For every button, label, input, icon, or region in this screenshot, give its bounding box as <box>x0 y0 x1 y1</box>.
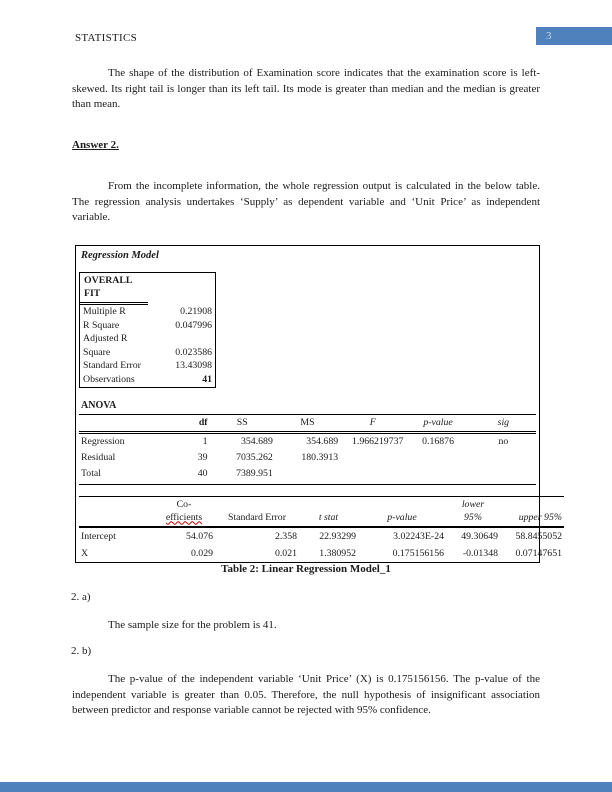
table-title: Regression Model <box>81 250 159 261</box>
item-2a-label: 2. a) <box>71 591 91 603</box>
stat-value: 41 <box>202 373 212 385</box>
column-header-blank <box>79 414 144 433</box>
column-header-ss: SS <box>210 414 275 433</box>
item-2a-text: The sample size for the problem is 41. <box>108 619 277 631</box>
paragraph-distribution-shape: The shape of the distribution of Examination score indicates that the examination score is left-skewed. Its right tail is longer than its left tail. Its mode is greater than median and the median is greater than mean. <box>72 67 540 111</box>
column-header-coefficients: Co- efficients <box>153 497 215 528</box>
stat-label: R Square <box>83 319 120 331</box>
stat-label: Adjusted R Square <box>83 333 128 358</box>
column-header-pvalue: p-value <box>358 497 446 528</box>
cell-pvalue: 0.16876 <box>422 436 454 448</box>
table-row <box>80 305 215 319</box>
anova-section-label: ANOVA <box>79 398 536 415</box>
column-header-standard-error: Standard Error <box>215 497 299 528</box>
cell-sig: no <box>498 436 509 448</box>
page-number-badge <box>536 27 612 45</box>
cell-standard-error: 2.358 <box>274 530 297 542</box>
cell-pvalue: 3.02243E-24 <box>393 530 444 542</box>
anova-section-row <box>79 398 536 415</box>
anova-header-row <box>79 414 536 433</box>
table-row-regression <box>79 433 536 451</box>
misspelled-word: efficients <box>165 511 203 523</box>
anova-table <box>79 398 536 486</box>
cell-ss: 7035.262 <box>236 452 273 464</box>
overall-fit-header: OVERALL FIT <box>80 273 148 305</box>
column-header-ms: MS <box>275 414 340 433</box>
paragraph-regression-intro: From the incomplete information, the whole regression output is calculated in the below table. The regression analysis undertakes ‘Supply’ as dependent variable and ‘Unit Price’ as independent variable. <box>72 180 540 224</box>
stat-value: 0.047996 <box>175 319 212 331</box>
page-number: 3 <box>546 30 552 42</box>
cell-tstat: 22.93299 <box>319 530 356 542</box>
table-row <box>80 332 215 359</box>
table-caption: Table 2: Linear Regression Model_1 <box>221 563 391 575</box>
stat-value: 0.21908 <box>180 306 212 317</box>
table-row-intercept <box>79 527 564 545</box>
cell-df: 39 <box>197 452 208 464</box>
cell-ss: 7389.951 <box>210 466 275 485</box>
column-header-pvalue: p-value <box>405 414 470 433</box>
column-header-f: F <box>340 414 405 433</box>
running-header-title: STATISTICS <box>75 32 138 44</box>
overall-fit-box <box>79 272 216 388</box>
stat-label: Observations <box>83 373 135 385</box>
coefficients-table <box>79 496 564 562</box>
cell-label: Total <box>79 466 144 485</box>
cell-coefficient: 54.076 <box>186 530 213 542</box>
footer-accent-bar <box>0 782 612 792</box>
item-2b-label: 2. b) <box>71 645 92 657</box>
column-header-df: df <box>144 414 209 433</box>
cell-coefficient: 0.029 <box>190 547 213 559</box>
cell-f: 1.966219737 <box>351 436 404 448</box>
cell-pvalue: 0.175156156 <box>392 547 444 559</box>
column-header-blank <box>79 497 153 528</box>
stat-label: Standard Error <box>83 360 141 372</box>
cell-label: Regression <box>81 436 125 448</box>
cell-df: 1 <box>202 436 208 448</box>
cell-label: X <box>81 547 89 559</box>
cell-df: 40 <box>144 466 209 485</box>
table-row-total <box>79 466 536 485</box>
cell-upper95: 0.07147651 <box>515 547 562 559</box>
column-header-lower95: lower 95% <box>446 497 500 528</box>
cell-ms: 354.689 <box>306 436 339 448</box>
stat-label: Multiple R <box>83 306 126 317</box>
coefficients-header-row <box>79 497 564 528</box>
table-spacer <box>79 485 536 496</box>
cell-standard-error: 0.021 <box>274 547 297 559</box>
cell-tstat: 1.380952 <box>319 547 356 559</box>
cell-label: Residual <box>81 452 116 464</box>
regression-model-table <box>75 245 562 563</box>
overall-fit-table <box>80 305 215 387</box>
paragraph-pvalue-conclusion: The p-value of the independent variable ‘Unit Price’ (X) is 0.175156156. The p-value of the independent variable is greater than 0.05. Therefore, the null hypothesis of insignificant association between predictor and response variable cannot be rejected with 95% confidence. <box>72 673 540 717</box>
column-header-tstat: t stat <box>299 497 358 528</box>
answer2-heading: Answer 2. <box>72 139 119 151</box>
stat-value: 0.023586 <box>175 346 212 358</box>
stat-value: 13.43098 <box>175 360 212 372</box>
column-header-sig: sig <box>471 414 536 433</box>
cell-upper95: 58.8455052 <box>515 530 562 542</box>
cell-label: Intercept <box>81 530 116 542</box>
cell-ms: 180.3913 <box>301 452 339 464</box>
table-row <box>80 319 215 333</box>
table-row <box>80 373 215 387</box>
table-row-x <box>79 545 564 562</box>
cell-lower95: -0.01348 <box>462 547 498 559</box>
table-row-residual <box>79 450 536 466</box>
table-row <box>80 359 215 373</box>
column-header-upper95: upper 95% <box>500 497 564 528</box>
cell-ss: 354.689 <box>241 436 273 448</box>
cell-lower95: 49.30649 <box>461 530 498 542</box>
